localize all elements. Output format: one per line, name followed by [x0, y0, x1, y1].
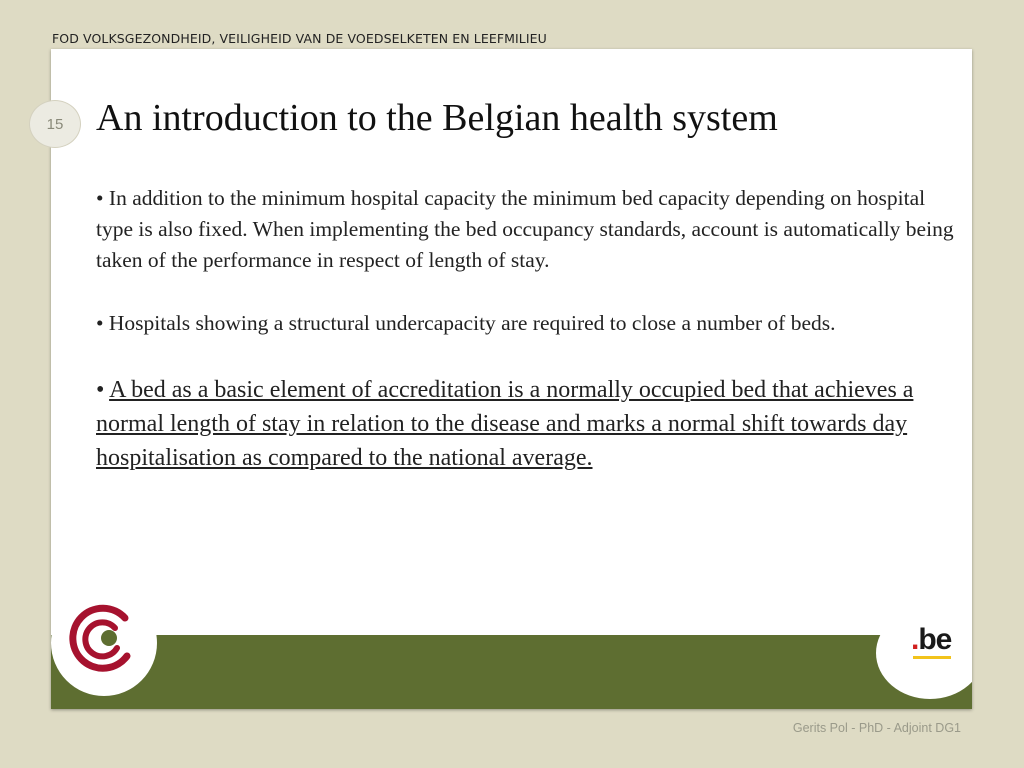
be-logo	[911, 623, 951, 657]
fod-logo	[51, 590, 157, 696]
organization-header: FOD VOLKSGEZONDHEID, VEILIGHEID VAN DE VOEDSELKETEN EN LEEFMILIEU	[52, 31, 547, 46]
bullet-2-text: Hospitals showing a structural undercapacity are required to close a number of beds.	[108, 311, 836, 335]
bullet-3	[96, 373, 966, 475]
green-footer-band	[51, 635, 972, 709]
be-logo-dot: .	[911, 623, 919, 656]
bullet-marker: •	[96, 377, 105, 403]
bullet-3-text: A bed as a basic element of accreditation is a normally occupied bed that achieves a normal length of stay in relation to the disease and marks a normal shift towards day hospitalisation as compared to the national average.	[96, 377, 914, 471]
fod-logo-icon	[63, 598, 143, 678]
bullet-marker: •	[96, 311, 104, 335]
be-logo-bar	[913, 656, 951, 659]
bullet-marker: •	[96, 186, 104, 210]
bullet-2	[96, 308, 966, 339]
slide-title: An introduction to the Belgian health system	[96, 97, 778, 139]
slide-content	[96, 183, 966, 475]
page-number-badge: 15	[29, 100, 81, 148]
bullet-1	[96, 183, 966, 276]
be-logo-text: be	[918, 623, 952, 656]
footer-author: Gerits Pol - PhD - Adjoint DG1	[792, 721, 961, 735]
bullet-1-text: In addition to the minimum hospital capacity the minimum bed capacity depending on hospital type is also fixed. When implementing the bed occupancy standards, account is automatically being taken of the performance in respect of length of stay.	[96, 186, 954, 272]
